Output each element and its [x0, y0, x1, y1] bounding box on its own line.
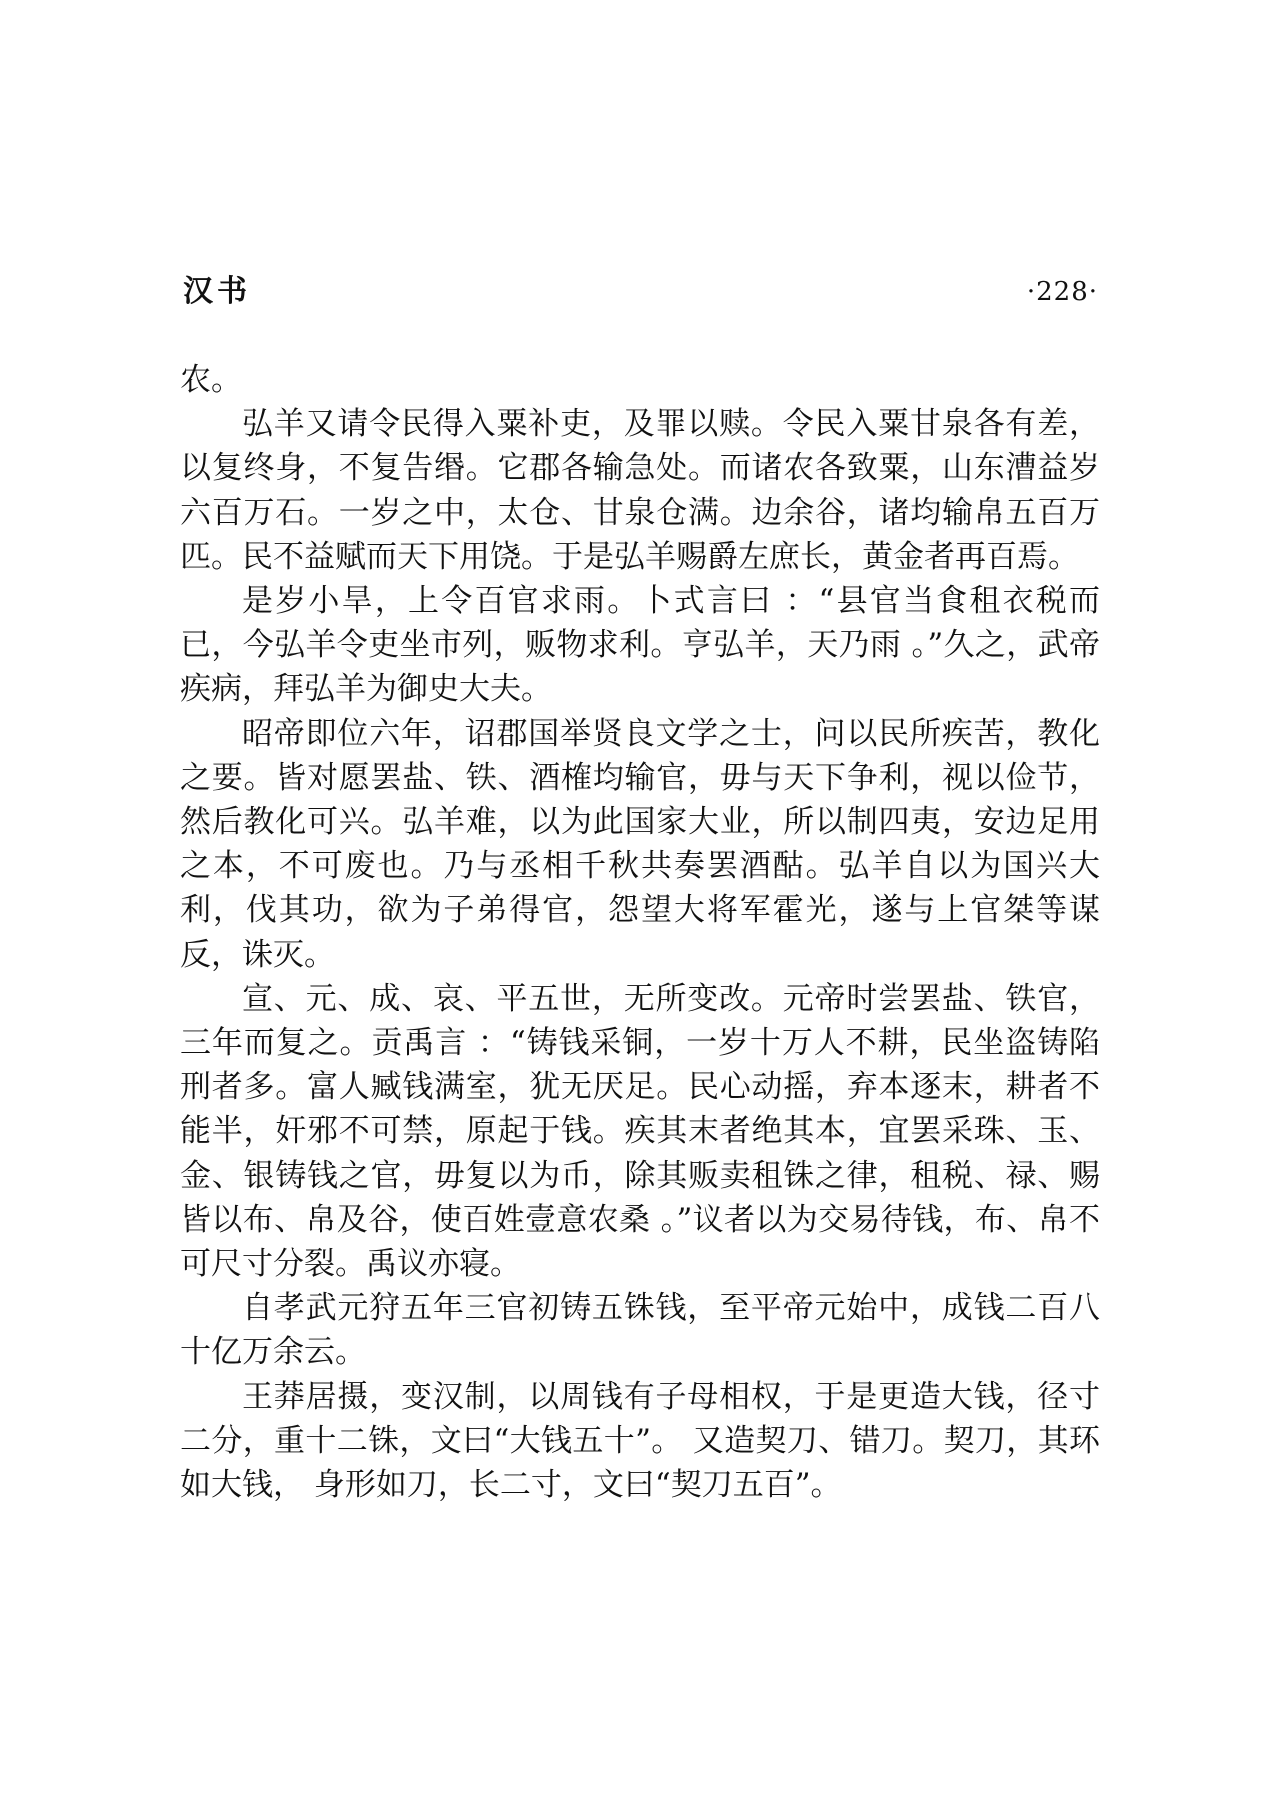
page-header — [183, 272, 1098, 312]
body-text — [180, 358, 1100, 1507]
paragraph: 昭帝即位六年，诏郡国举贤良文学之士，问以民所疾苦，教化之要。皆对愿罢盐、铁、酒榷均输官，毋与天下争利，视以俭节，然后教化可兴。弘羊难，以为此国家大业，所以制四夷，安边足用之本，不可废也。乃与丞相千秋共奏罢酒酤。弘羊自以为国兴大利，伐其功，欲为子弟得官，怨望大将军霍光，遂与上官桀等谋反，诛灭。 — [180, 715, 1100, 973]
paragraph: 自孝武元狩五年三官初铸五铢钱，至平帝元始中，成钱二百八十亿万余云。 — [180, 1290, 1100, 1371]
paragraph-continuation: 农。 — [180, 362, 242, 398]
page-number: ·228· — [1026, 277, 1098, 307]
paragraph: 王莽居摄，变汉制，以周钱有子母相权，于是更造大钱，径寸二分，重十二铢，文曰“大钱五十”。 又造契刀、错刀。契刀，其环如大钱， 身形如刀，长二寸，文曰“契刀五百”。 — [180, 1378, 1100, 1504]
paragraph: 弘羊又请令民得入粟补吏，及罪以赎。令民入粟甘泉各有差，以复终身，不复告缗。它郡各输急处。而诸农各致粟，山东漕益岁六百万石。一岁之中，太仓、甘泉仓满。边余谷，诸均输帛五百万匹。民不益赋而天下用饶。于是弘羊赐爵左庶长，黄金者再百焉。 — [180, 406, 1100, 575]
book-title: 汉书 — [183, 274, 251, 309]
paragraph: 是岁小旱，上令百官求雨。卜式言曰 ：“县官当食租衣税而已，今弘羊令吏坐市列，贩物求利。亨弘羊，天乃雨 。”久之，武帝疾病，拜弘羊为御史大夫。 — [180, 583, 1100, 708]
paragraph: 宣、元、成、哀、平五世，无所变改。元帝时尝罢盐、铁官，三年而复之。贡禹言 ：“铸钱采铜，一岁十万人不耕，民坐盗铸陷刑者多。富人臧钱满室，犹无厌足。民心动摇，弃本逐末，耕者不能半，奸邪不可禁，原起于钱。疾其末者绝其本，宜罢采珠、玉、金、银铸钱之官，毋复以为币，除其贩卖租铢之律，租税、禄、赐皆以布、帛及谷，使百姓壹意农桑 。”议者以为交易待钱，布、帛不可尺寸分裂。禹议亦寝。 — [180, 980, 1100, 1283]
